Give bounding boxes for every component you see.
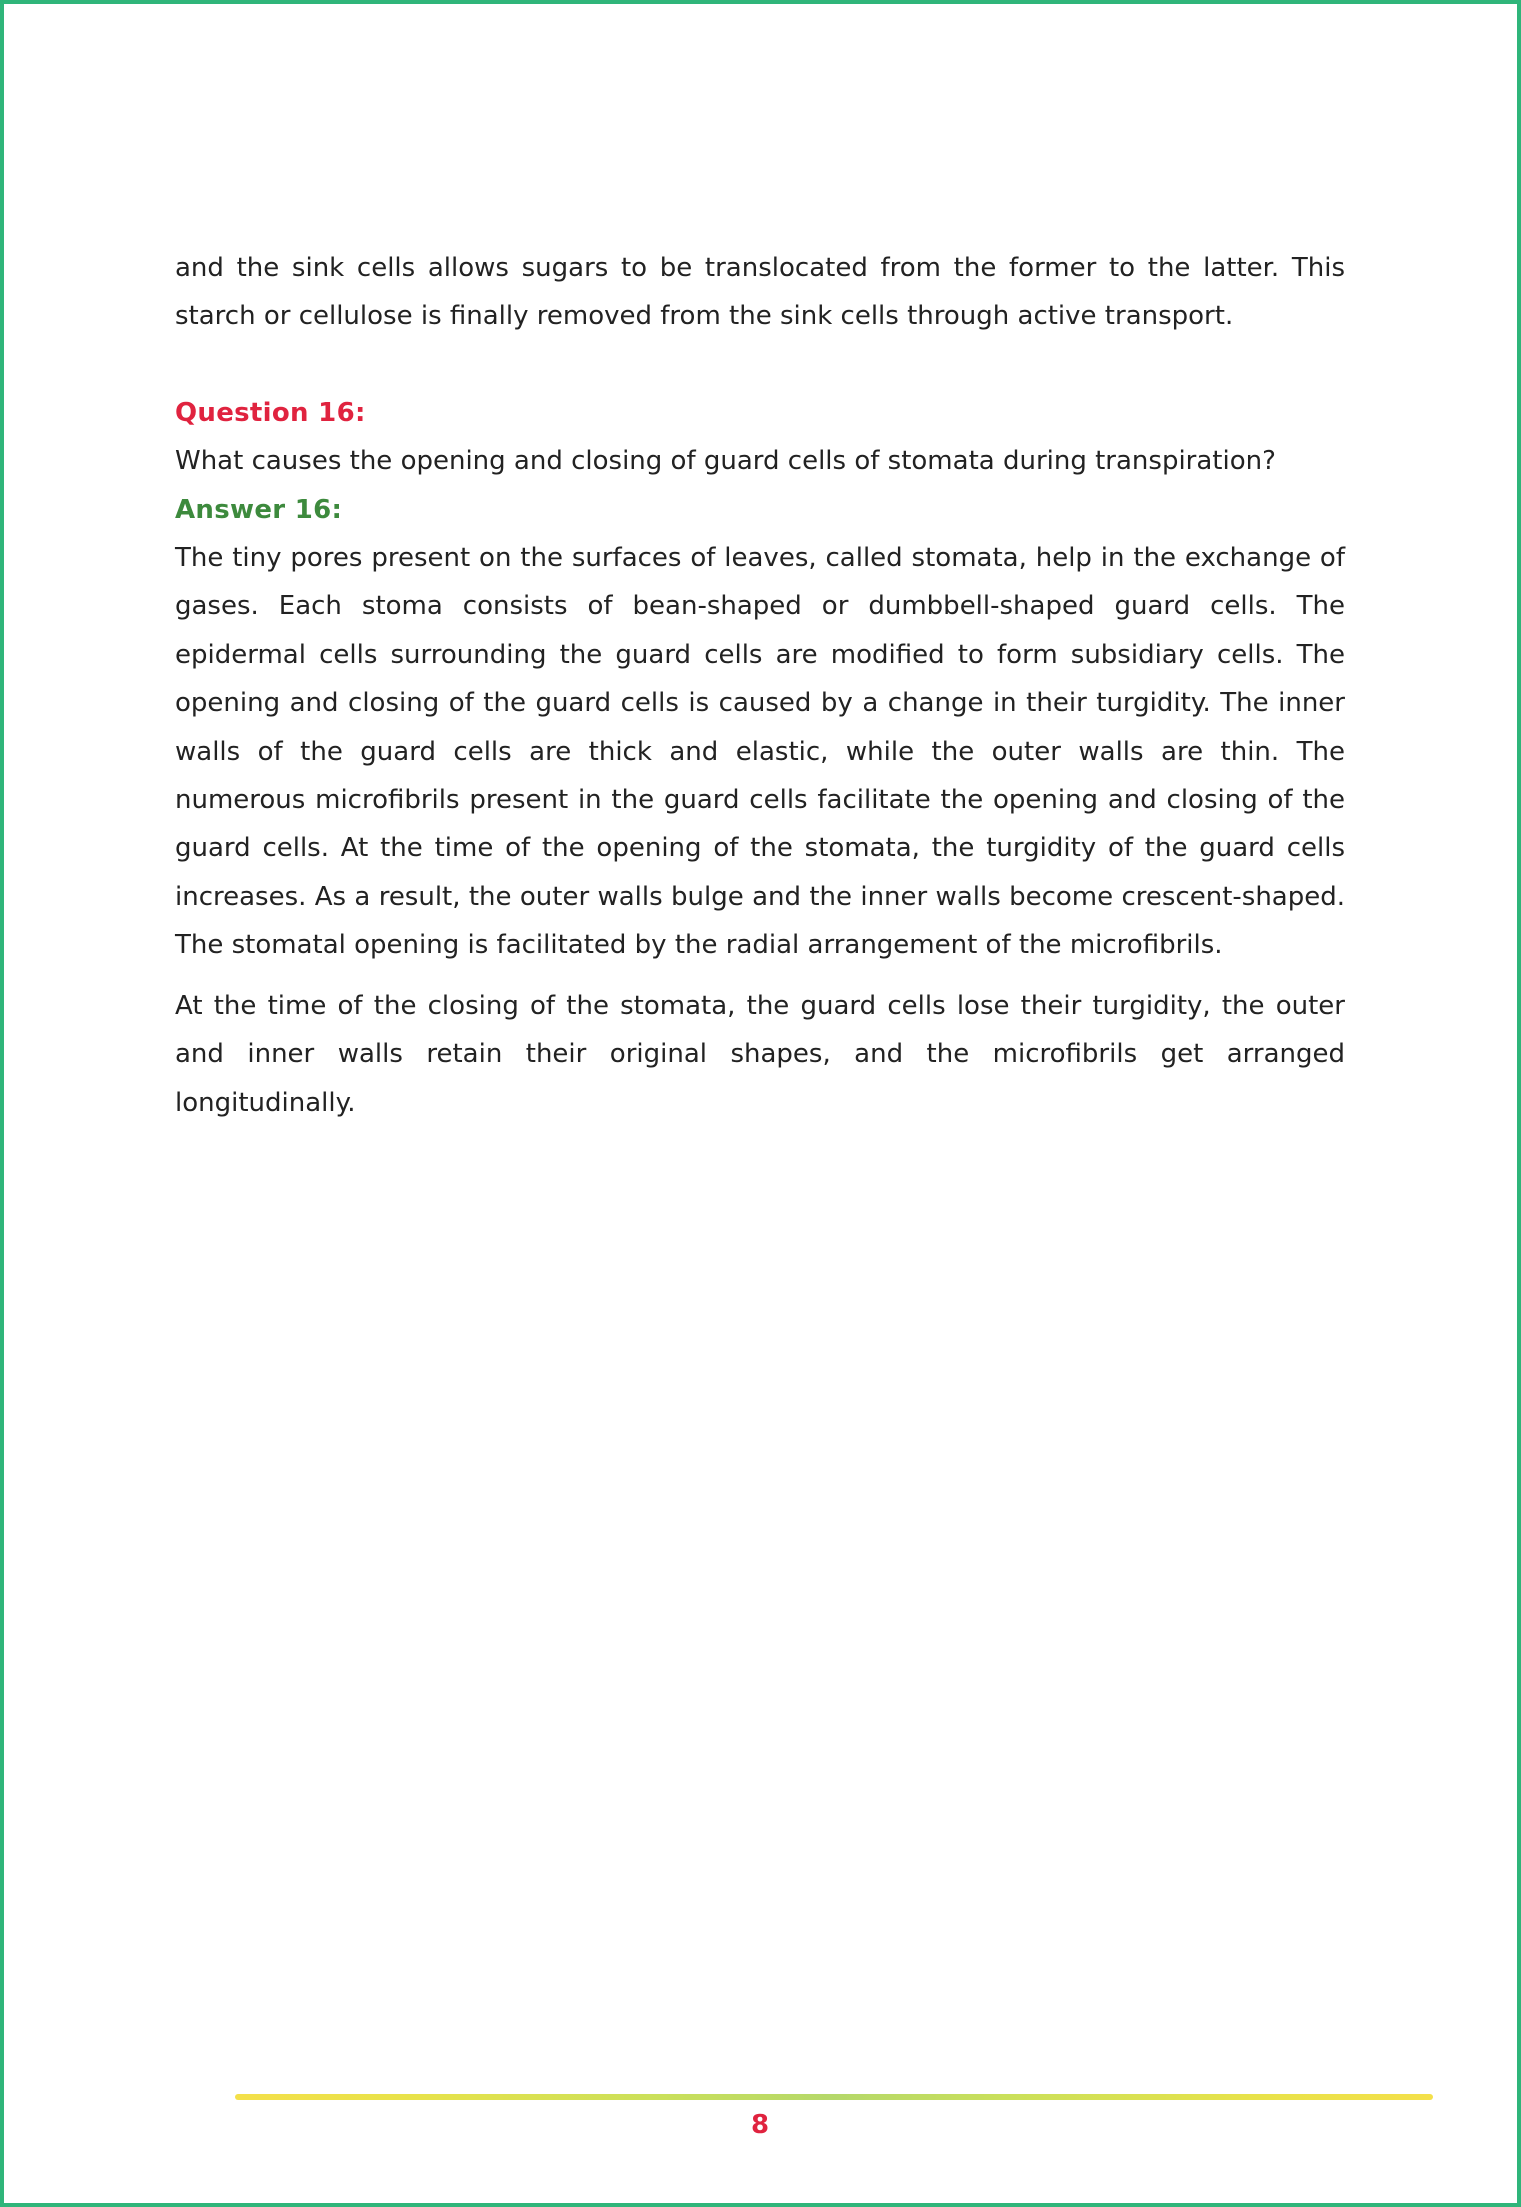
footer-divider [235, 2094, 1433, 2100]
question-heading: Question 16: [175, 397, 366, 428]
answer-paragraph-1: The tiny pores present on the surfaces of leaves, called stomata, help in the exchange of gases. Each stoma consists of bean-shaped or dumbbell-shaped guard cells. The epidermal cells surrounding the guard cells are modified to form subsidiary cells. The opening and closing of the guard cells is caused by a change in their turgidity. The inner walls of the guard cells are thick and elastic, while the outer walls are thin. The numerous microfibrils present in the guard cells facilitate the opening and closing of the guard cells. At the time of the opening of the stomata, the turgidity of the guard cells increases. As a result, the outer walls bulge and the inner walls become crescent-shaped. The stomatal opening is facilitated by the radial arrangement of the microfibrils. [175, 543, 1345, 961]
question-text: What causes the opening and closing of guard cells of stomata during transpiration? [175, 446, 1276, 477]
continuation-paragraph: and the sink cells allows sugars to be translocated from the former to the latter. This starch or cellulose is finally removed from the sink cells through active transport. [175, 253, 1345, 332]
page-number: 8 [750, 2110, 770, 2140]
document-body [175, 244, 1345, 1127]
answer-paragraph-2: At the time of the closing of the stomata, the guard cells lose their turgidity, the outer and inner walls retain their original shapes, and the microfibrils get arranged longitudinally. [175, 990, 1345, 1118]
answer-heading: Answer 16: [175, 494, 343, 525]
